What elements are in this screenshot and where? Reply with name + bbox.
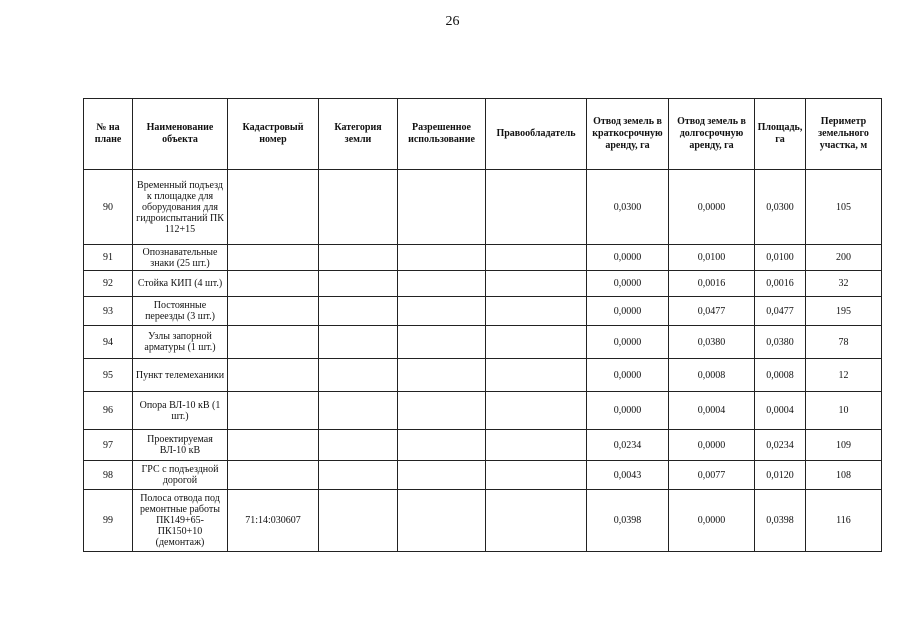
row-plan-number: 95 [84,359,133,392]
table-row [84,326,882,359]
row-object-name: Постоянные переезды (3 шт.) [133,297,228,326]
row-owner [486,326,587,359]
page-number: 26 [445,14,460,29]
header-short-term-lease: Отвод земель в краткосрочную аренду, га [587,99,669,170]
header-owner: Правообладатель [486,99,587,170]
row-permitted-use [398,326,486,359]
table-row [84,245,882,271]
row-cadastral-number [228,170,319,245]
row-object-name: Опознавательные знаки (25 шт.) [133,245,228,271]
row-land-category [319,297,398,326]
row-area: 0,0398 [755,490,806,552]
header-object-name: Наименование объекта [133,99,228,170]
row-perimeter: 78 [806,326,882,359]
row-perimeter: 105 [806,170,882,245]
row-cadastral-number [228,326,319,359]
row-long-term-lease: 0,0000 [669,430,755,461]
row-permitted-use [398,297,486,326]
header-permitted-use: Разрешенное использование [398,99,486,170]
row-cadastral-number [228,271,319,297]
row-short-term-lease: 0,0300 [587,170,669,245]
row-long-term-lease: 0,0477 [669,297,755,326]
row-perimeter: 109 [806,430,882,461]
table-row [84,490,882,552]
row-plan-number: 96 [84,392,133,430]
header-plan-number: № на плане [84,99,133,170]
row-long-term-lease: 0,0077 [669,461,755,490]
row-land-category [319,245,398,271]
row-owner [486,245,587,271]
row-cadastral-number [228,461,319,490]
row-cadastral-number [228,430,319,461]
row-short-term-lease: 0,0234 [587,430,669,461]
row-object-name: Узлы запорной арматуры (1 шт.) [133,326,228,359]
row-long-term-lease: 0,0016 [669,271,755,297]
row-cadastral-number [228,245,319,271]
row-area: 0,0100 [755,245,806,271]
row-area: 0,0120 [755,461,806,490]
row-short-term-lease: 0,0000 [587,326,669,359]
row-short-term-lease: 0,0000 [587,392,669,430]
header-cadastral-number: Кадастровый номер [228,99,319,170]
row-land-category [319,461,398,490]
row-land-category [319,359,398,392]
land-allocation-table [83,98,882,552]
row-object-name: Опора ВЛ-10 кВ (1 шт.) [133,392,228,430]
row-object-name: Полоса отвода под ремонтные работы ПК149+65-ПК150+10 (демонтаж) [133,490,228,552]
row-area: 0,0300 [755,170,806,245]
row-plan-number: 91 [84,245,133,271]
row-cadastral-number [228,359,319,392]
table-row [84,271,882,297]
row-land-category [319,326,398,359]
row-long-term-lease: 0,0000 [669,170,755,245]
row-object-name: Стойка КИП (4 шт.) [133,271,228,297]
row-land-category [319,430,398,461]
row-area: 0,0234 [755,430,806,461]
header-land-category: Категория земли [319,99,398,170]
row-cadastral-number [228,297,319,326]
row-cadastral-number: 71:14:030607 [228,490,319,552]
row-long-term-lease: 0,0008 [669,359,755,392]
row-long-term-lease: 0,0000 [669,490,755,552]
row-permitted-use [398,359,486,392]
table-header-row [84,99,882,170]
row-owner [486,430,587,461]
row-owner [486,359,587,392]
header-area: Площадь, га [755,99,806,170]
table-row [84,170,882,245]
row-cadastral-number [228,392,319,430]
row-owner [486,297,587,326]
row-owner [486,170,587,245]
header-perimeter: Периметр земельного участка, м [806,99,882,170]
row-permitted-use [398,461,486,490]
row-area: 0,0477 [755,297,806,326]
row-perimeter: 200 [806,245,882,271]
row-perimeter: 116 [806,490,882,552]
row-short-term-lease: 0,0000 [587,359,669,392]
row-owner [486,271,587,297]
table-row [84,359,882,392]
row-plan-number: 97 [84,430,133,461]
row-long-term-lease: 0,0380 [669,326,755,359]
row-short-term-lease: 0,0398 [587,490,669,552]
row-object-name: Временный подъезд к площадке для оборудования для гидроиспытаний ПК 112+15 [133,170,228,245]
table-row [84,430,882,461]
row-short-term-lease: 0,0043 [587,461,669,490]
row-permitted-use [398,490,486,552]
row-short-term-lease: 0,0000 [587,297,669,326]
row-object-name: ГРС с подъездной дорогой [133,461,228,490]
row-plan-number: 94 [84,326,133,359]
row-land-category [319,392,398,430]
row-area: 0,0004 [755,392,806,430]
row-perimeter: 32 [806,271,882,297]
row-area: 0,0016 [755,271,806,297]
row-land-category [319,490,398,552]
row-perimeter: 10 [806,392,882,430]
row-permitted-use [398,271,486,297]
table-row [84,297,882,326]
table-row [84,461,882,490]
row-owner [486,392,587,430]
row-perimeter: 12 [806,359,882,392]
row-land-category [319,271,398,297]
row-object-name: Проектируемая ВЛ-10 кВ [133,430,228,461]
row-owner [486,461,587,490]
header-long-term-lease: Отвод земель в долгосрочную аренду, га [669,99,755,170]
row-area: 0,0008 [755,359,806,392]
row-permitted-use [398,392,486,430]
row-plan-number: 90 [84,170,133,245]
row-permitted-use [398,430,486,461]
table-row [84,392,882,430]
row-plan-number: 93 [84,297,133,326]
row-long-term-lease: 0,0004 [669,392,755,430]
row-long-term-lease: 0,0100 [669,245,755,271]
row-short-term-lease: 0,0000 [587,245,669,271]
row-area: 0,0380 [755,326,806,359]
row-plan-number: 92 [84,271,133,297]
row-plan-number: 99 [84,490,133,552]
row-object-name: Пункт телемеханики [133,359,228,392]
row-plan-number: 98 [84,461,133,490]
row-owner [486,490,587,552]
row-land-category [319,170,398,245]
row-permitted-use [398,170,486,245]
row-perimeter: 195 [806,297,882,326]
row-perimeter: 108 [806,461,882,490]
row-permitted-use [398,245,486,271]
row-short-term-lease: 0,0000 [587,271,669,297]
